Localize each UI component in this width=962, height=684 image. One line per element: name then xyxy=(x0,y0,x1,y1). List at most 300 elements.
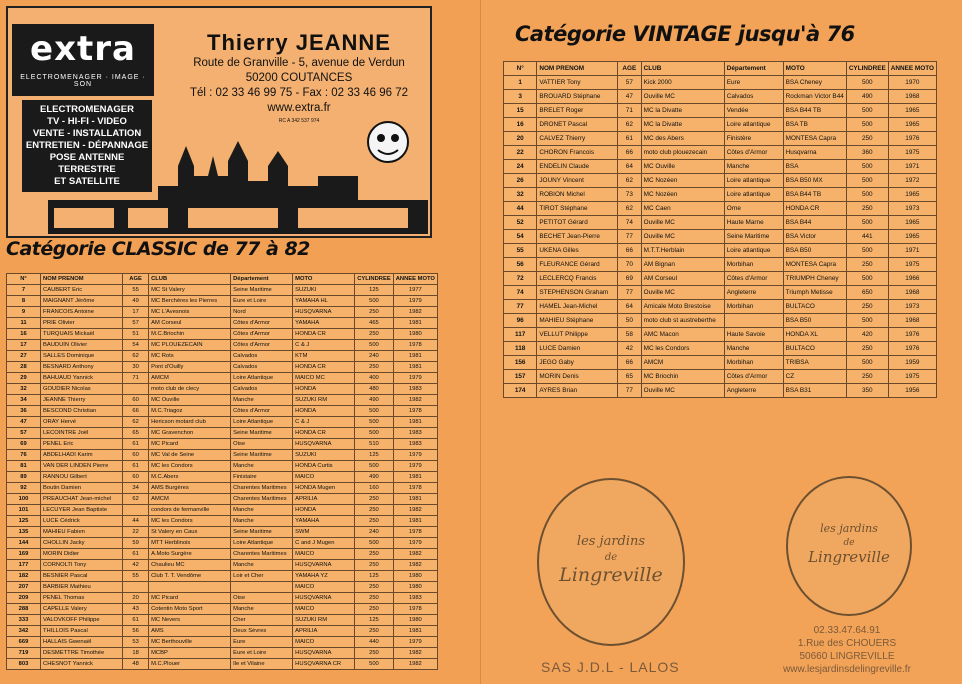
table-row xyxy=(7,307,438,318)
table-cell: 15 xyxy=(504,104,537,118)
table-cell: Angleterre xyxy=(724,286,783,300)
table-row xyxy=(504,160,937,174)
table-cell: 92 xyxy=(7,483,41,494)
table-cell: Manche xyxy=(231,395,293,406)
table-cell: Loire Atlantique xyxy=(231,417,293,428)
table-cell: 1965 xyxy=(888,230,936,244)
table-cell: MC Berthouville xyxy=(149,637,231,648)
table-cell: 74 xyxy=(618,216,642,230)
table-cell: 1982 xyxy=(393,307,437,318)
table-cell: 11 xyxy=(7,318,41,329)
table-cell: MC Picard xyxy=(149,593,231,604)
table-cell: MC L'Avesnois xyxy=(149,307,231,318)
table-cell: 117 xyxy=(504,328,537,342)
table-cell: AMCM xyxy=(641,356,724,370)
table-cell: MC Val de Seine xyxy=(149,450,231,461)
table-cell: 441 xyxy=(846,230,888,244)
table-cell: MC Nevers xyxy=(149,615,231,626)
table-cell: VELLUT Philippe xyxy=(537,328,618,342)
col-displacement: CYLINDREE xyxy=(355,274,394,285)
table-row xyxy=(504,146,937,160)
table-cell: MC Rots xyxy=(149,351,231,362)
table-cell: BAUDUIN Olivier xyxy=(41,340,123,351)
table-cell: 1980 xyxy=(393,329,437,340)
table-cell: Ouville MC xyxy=(641,286,724,300)
table-cell: 29 xyxy=(7,373,41,384)
table-cell: MC Ouville xyxy=(149,395,231,406)
table-cell: 57 xyxy=(123,318,149,329)
table-cell: 1981 xyxy=(393,626,437,637)
table-row xyxy=(7,560,438,571)
table-row xyxy=(504,104,937,118)
table-cell: 500 xyxy=(355,417,394,428)
table-cell: 1981 xyxy=(393,318,437,329)
table-cell: Loire atlantique xyxy=(724,174,783,188)
table-cell: Boutin Damien xyxy=(41,483,123,494)
table-cell: ABDELHADI Karim xyxy=(41,450,123,461)
table-cell: 500 xyxy=(846,104,888,118)
table-cell: 1976 xyxy=(888,328,936,342)
table-cell: 30 xyxy=(123,362,149,373)
table-cell: 73 xyxy=(618,188,642,202)
jardins-logo-small xyxy=(786,476,912,616)
table-cell: 44 xyxy=(504,202,537,216)
extra-advertisement xyxy=(6,6,432,238)
table-cell: 1971 xyxy=(888,160,936,174)
table-cell: SUZUKI RM xyxy=(293,615,355,626)
table-cell: 72 xyxy=(504,272,537,286)
table-cell: TIROT Stéphane xyxy=(537,202,618,216)
table-cell: MC Berchères les Pierres xyxy=(149,296,231,307)
table-cell: Finistaire xyxy=(231,472,293,483)
table-cell: 250 xyxy=(355,505,394,516)
table-cell: Loire atlantique xyxy=(724,118,783,132)
table-cell: Calvados xyxy=(231,351,293,362)
table-row xyxy=(504,174,937,188)
table-cell: 36 xyxy=(7,406,41,417)
table-cell: Ile et Vilaine xyxy=(231,659,293,670)
table-cell: ORAY Hervé xyxy=(41,417,123,428)
table-cell: Eure et Loire xyxy=(231,648,293,659)
table-cell: 250 xyxy=(846,342,888,356)
table-cell: AMCM xyxy=(149,494,231,505)
address: Route de Granville - 5, avenue de Verdun xyxy=(193,57,405,69)
table-cell: CHORON Francois xyxy=(537,146,618,160)
table-cell: Husqvarna xyxy=(783,146,846,160)
table-cell: Côtes d'Armor xyxy=(231,406,293,417)
table-cell: 465 xyxy=(355,318,394,329)
table-row xyxy=(7,329,438,340)
table-row xyxy=(7,428,438,439)
table-cell: Côtes d'Armor xyxy=(724,272,783,286)
table-cell: 1978 xyxy=(393,406,437,417)
table-cell: 61 xyxy=(123,549,149,560)
table-cell: M.C.Abers xyxy=(149,472,231,483)
table-cell: HUSQVARNA xyxy=(293,593,355,604)
table-cell: GOUDIER Nicolas xyxy=(41,384,123,395)
table-cell: 77 xyxy=(618,230,642,244)
table-row xyxy=(7,549,438,560)
table-cell: MC des Abers xyxy=(641,132,724,146)
table-cell: 48 xyxy=(123,659,149,670)
table-cell: Deux Sèvres xyxy=(231,626,293,637)
table-cell: PREAUCHAT Jean-michel xyxy=(41,494,123,505)
table-cell: CORNOLTI Tony xyxy=(41,560,123,571)
table-cell: 1973 xyxy=(888,202,936,216)
table-cell: 17 xyxy=(7,340,41,351)
table-cell: BARBIER Mathieu xyxy=(41,582,123,593)
table-cell: Seine Maritime xyxy=(231,450,293,461)
table-cell: 69 xyxy=(618,272,642,286)
table-cell: BULTACO xyxy=(783,342,846,356)
table-cell: 1979 xyxy=(393,637,437,648)
table-cell: VAN DER LINDEN Pierre xyxy=(41,461,123,472)
table-cell: 74 xyxy=(504,286,537,300)
table-cell: 96 xyxy=(504,314,537,328)
table-cell: BSA B44 xyxy=(783,216,846,230)
table-cell: Eure xyxy=(724,76,783,90)
table-cell: 500 xyxy=(355,461,394,472)
table-cell: 1965 xyxy=(888,118,936,132)
table-cell xyxy=(123,582,149,593)
table-cell: 1975 xyxy=(888,258,936,272)
table-cell: MAICO MC xyxy=(293,373,355,384)
table-cell: 250 xyxy=(355,582,394,593)
table-cell: Seine Maritime xyxy=(231,428,293,439)
table-cell: MC les Condors xyxy=(149,516,231,527)
table-cell: Ouville MC xyxy=(641,230,724,244)
table-row xyxy=(7,406,438,417)
table-cell: 719 xyxy=(7,648,41,659)
table-cell: 89 xyxy=(7,472,41,483)
mascot-icon xyxy=(360,114,416,170)
table-cell: 55 xyxy=(123,571,149,582)
table-row xyxy=(7,516,438,527)
table-cell: AMC Macon xyxy=(641,328,724,342)
table-cell: 510 xyxy=(355,439,394,450)
brand-line3: Lingreville xyxy=(808,548,890,566)
table-cell: 500 xyxy=(355,340,394,351)
table-cell: 1959 xyxy=(888,356,936,370)
table-cell: 1983 xyxy=(393,428,437,439)
table-cell: 77 xyxy=(618,286,642,300)
table-cell: HONDA CR xyxy=(293,329,355,340)
table-cell: 1976 xyxy=(888,132,936,146)
table-cell: 156 xyxy=(504,356,537,370)
table-row xyxy=(504,342,937,356)
table-cell: 71 xyxy=(618,104,642,118)
table-cell: 71 xyxy=(123,373,149,384)
table-cell: 125 xyxy=(7,516,41,527)
table-cell: Angleterre xyxy=(724,384,783,398)
table-cell: Morbihan xyxy=(724,356,783,370)
table-cell: HONDA CR xyxy=(783,202,846,216)
service-item: POSE ANTENNE TERRESTRE xyxy=(49,152,125,175)
table-cell: 43 xyxy=(123,604,149,615)
table-cell: 250 xyxy=(355,593,394,604)
table-cell: 20 xyxy=(504,132,537,146)
table-cell: 490 xyxy=(355,472,394,483)
table-row xyxy=(7,340,438,351)
col-number: N° xyxy=(7,274,41,285)
table-cell: Nord xyxy=(231,307,293,318)
table-cell: Loire Atlantique xyxy=(231,538,293,549)
table-cell: 69 xyxy=(7,439,41,450)
table-cell: AMS Burgères xyxy=(149,483,231,494)
col-age: AGE xyxy=(123,274,149,285)
brand-line1: les jardins xyxy=(820,522,878,535)
table-cell: 27 xyxy=(7,351,41,362)
table-cell: 250 xyxy=(355,307,394,318)
table-cell: CHESNOT Yannick xyxy=(41,659,123,670)
table-header-row xyxy=(7,274,438,285)
table-cell: VATTIER Tony xyxy=(537,76,618,90)
table-cell: HALLAIS Gwenaël xyxy=(41,637,123,648)
table-cell: HUSQVARNA xyxy=(293,560,355,571)
table-cell: MC la Divatte xyxy=(641,118,724,132)
table-cell: 1975 xyxy=(888,370,936,384)
table-cell: Seine Maritime xyxy=(724,230,783,244)
table-cell: 61 xyxy=(123,439,149,450)
table-cell: 1965 xyxy=(888,188,936,202)
table-row xyxy=(504,118,937,132)
table-cell: 1966 xyxy=(888,272,936,286)
table-cell: Calvados xyxy=(724,90,783,104)
table-cell: Eure xyxy=(231,637,293,648)
table-cell: AM Bignan xyxy=(641,258,724,272)
table-cell: BROUARD Stéphane xyxy=(537,90,618,104)
table-cell: 65 xyxy=(618,370,642,384)
table-cell: 61 xyxy=(123,615,149,626)
table-cell: JEGO Gaby xyxy=(537,356,618,370)
table-row xyxy=(504,328,937,342)
table-cell: CAUBERT Eric xyxy=(41,285,123,296)
sponsor-city: 50660 LINGREVILLE xyxy=(799,651,895,662)
col-number: N° xyxy=(504,62,537,76)
col-name: NOM PRENOM xyxy=(41,274,123,285)
table-cell: SUZUKI xyxy=(293,450,355,461)
table-cell: 52 xyxy=(504,216,537,230)
logo-subtitle: ELECTROMENAGER · IMAGE · SON xyxy=(20,74,146,88)
table-cell: 76 xyxy=(7,450,41,461)
table-cell: 1965 xyxy=(888,216,936,230)
table-cell: MAIGNANT Jérôme xyxy=(41,296,123,307)
table-cell xyxy=(123,505,149,516)
table-cell: MAHIEU Stéphane xyxy=(537,314,618,328)
vintage-category-title: Catégorie VINTAGE jusqu'à 76 xyxy=(515,22,855,46)
table-cell: MC les Condors xyxy=(149,461,231,472)
col-name: NOM PRENOM xyxy=(537,62,618,76)
services-list xyxy=(22,100,152,192)
table-cell: 7 xyxy=(7,285,41,296)
table-cell: 22 xyxy=(123,527,149,538)
table-row xyxy=(504,272,937,286)
contact-block xyxy=(168,30,430,124)
table-cell: 47 xyxy=(618,90,642,104)
city: 50200 COUTANCES xyxy=(245,72,353,84)
table-row xyxy=(7,450,438,461)
table-cell: 135 xyxy=(7,527,41,538)
table-cell: 1980 xyxy=(393,615,437,626)
table-cell: BRELET Roger xyxy=(537,104,618,118)
table-cell: MC Gravenchon xyxy=(149,428,231,439)
table-cell: MONTESA Capra xyxy=(783,258,846,272)
table-cell: SWM xyxy=(293,527,355,538)
table-cell: Morbihan xyxy=(724,300,783,314)
phone-fax: Tél : 02 33 46 99 75 - Fax : 02 33 46 96 72 xyxy=(189,87,408,99)
table-cell: 55 xyxy=(504,244,537,258)
table-cell: 125 xyxy=(355,450,394,461)
table-cell: APRILIA xyxy=(293,494,355,505)
table-cell: 1981 xyxy=(393,516,437,527)
table-cell: M.C.Triagoz xyxy=(149,406,231,417)
table-cell: 42 xyxy=(618,342,642,356)
table-cell: 209 xyxy=(7,593,41,604)
table-cell: 333 xyxy=(7,615,41,626)
table-cell: MORIN Didier xyxy=(41,549,123,560)
table-cell: CALVEZ Thierry xyxy=(537,132,618,146)
table-cell: MAICO xyxy=(293,637,355,648)
table-cell: Charentes Maritimes xyxy=(231,549,293,560)
table-cell: condors de fermanville xyxy=(149,505,231,516)
table-cell: Cotentin Moto Sport xyxy=(149,604,231,615)
table-row xyxy=(7,659,438,670)
table-cell: 66 xyxy=(618,356,642,370)
table-cell: LECLERCQ Francis xyxy=(537,272,618,286)
table-cell: Loire atlantique xyxy=(724,244,783,258)
table-cell: YAMAHA xyxy=(293,318,355,329)
table-row xyxy=(7,483,438,494)
table-cell: 1982 xyxy=(393,560,437,571)
table-cell: 250 xyxy=(355,560,394,571)
table-cell: MC Caen xyxy=(641,202,724,216)
col-bike: MOTO xyxy=(293,274,355,285)
table-cell: 1979 xyxy=(393,296,437,307)
col-department: Département xyxy=(231,274,293,285)
table-cell: 125 xyxy=(355,571,394,582)
table-row xyxy=(7,439,438,450)
table-cell: Morbihan xyxy=(724,258,783,272)
table-cell: 77 xyxy=(618,384,642,398)
table-cell: MC St Valery xyxy=(149,285,231,296)
table-row xyxy=(504,202,937,216)
table-cell: 350 xyxy=(846,384,888,398)
table-cell: MTT Herblinois xyxy=(149,538,231,549)
table-cell: Chaulieu MC xyxy=(149,560,231,571)
table-cell: 250 xyxy=(355,648,394,659)
table-cell: BESNARD Anthony xyxy=(41,362,123,373)
table-cell: 55 xyxy=(123,285,149,296)
table-cell: 1978 xyxy=(393,527,437,538)
table-row xyxy=(7,472,438,483)
table-cell: 250 xyxy=(846,132,888,146)
table-cell: 480 xyxy=(355,384,394,395)
table-row xyxy=(504,230,937,244)
table-cell xyxy=(231,582,293,593)
table-cell: 1982 xyxy=(393,549,437,560)
table-cell: HONDA xyxy=(293,406,355,417)
store-building-illustration xyxy=(48,194,428,234)
table-cell: 174 xyxy=(504,384,537,398)
table-cell: HONDA CR xyxy=(293,362,355,373)
table-cell: Ouville MC xyxy=(641,90,724,104)
table-cell: 1979 xyxy=(393,450,437,461)
table-cell: YAMAHA HL xyxy=(293,296,355,307)
table-cell: 650 xyxy=(846,286,888,300)
table-cell: 125 xyxy=(355,615,394,626)
table-cell: BSA TB xyxy=(783,118,846,132)
table-row xyxy=(7,417,438,428)
table-cell: MC PLOUEZECAIN xyxy=(149,340,231,351)
table-cell: M.C.Plouer xyxy=(149,659,231,670)
table-row xyxy=(7,538,438,549)
table-cell: Calvados xyxy=(231,384,293,395)
table-cell: 500 xyxy=(846,160,888,174)
table-cell: 250 xyxy=(846,202,888,216)
table-cell: APRILIA xyxy=(293,626,355,637)
service-item: TV - HI-FI - VIDEO xyxy=(47,116,127,127)
table-cell: 1978 xyxy=(393,340,437,351)
table-cell: 500 xyxy=(355,296,394,307)
table-cell: 59 xyxy=(123,538,149,549)
table-cell: 58 xyxy=(618,328,642,342)
col-bike-year: ANNEE MOTO xyxy=(888,62,936,76)
table-row xyxy=(7,318,438,329)
table-cell: 500 xyxy=(355,406,394,417)
table-cell: St Valery en Caux xyxy=(149,527,231,538)
table-cell: 1972 xyxy=(888,174,936,188)
table-cell: Orne xyxy=(724,202,783,216)
table-cell: 32 xyxy=(7,384,41,395)
table-cell: RANNOU Gilbert xyxy=(41,472,123,483)
table-cell: 22 xyxy=(504,146,537,160)
col-displacement: CYLINDREE xyxy=(846,62,888,76)
table-row xyxy=(504,188,937,202)
table-cell: AMS xyxy=(149,626,231,637)
table-row xyxy=(7,527,438,538)
table-cell: 1979 xyxy=(393,461,437,472)
table-cell: 207 xyxy=(7,582,41,593)
table-row xyxy=(504,90,937,104)
sponsor-website: www.lesjardinsdelingreville.fr xyxy=(783,664,911,675)
table-row xyxy=(504,384,937,398)
table-row xyxy=(7,582,438,593)
table-cell: 57 xyxy=(618,76,642,90)
table-cell: PENEL Thomas xyxy=(41,593,123,604)
website: www.extra.fr xyxy=(267,102,331,114)
table-cell: BESCOND Christian xyxy=(41,406,123,417)
table-cell: LUCE Cédrick xyxy=(41,516,123,527)
extra-logo xyxy=(12,24,154,96)
table-cell: PENEL Eric xyxy=(41,439,123,450)
table-cell: 1982 xyxy=(393,395,437,406)
table-cell: 65 xyxy=(123,428,149,439)
table-cell: Eure et Loire xyxy=(231,296,293,307)
table-cell: Vendée xyxy=(724,104,783,118)
service-item: ENTRETIEN - DÉPANNAGE xyxy=(25,140,149,151)
table-cell: 100 xyxy=(7,494,41,505)
table-cell: HONDA xyxy=(293,505,355,516)
table-cell: Finistère xyxy=(724,132,783,146)
table-cell: 34 xyxy=(7,395,41,406)
table-cell: 1956 xyxy=(888,384,936,398)
table-cell: THILLOIS Pascal xyxy=(41,626,123,637)
table-cell: 500 xyxy=(846,244,888,258)
table-cell: MAICO xyxy=(293,472,355,483)
table-cell: 1973 xyxy=(888,300,936,314)
table-cell: BULTACO xyxy=(783,300,846,314)
table-row xyxy=(504,286,937,300)
